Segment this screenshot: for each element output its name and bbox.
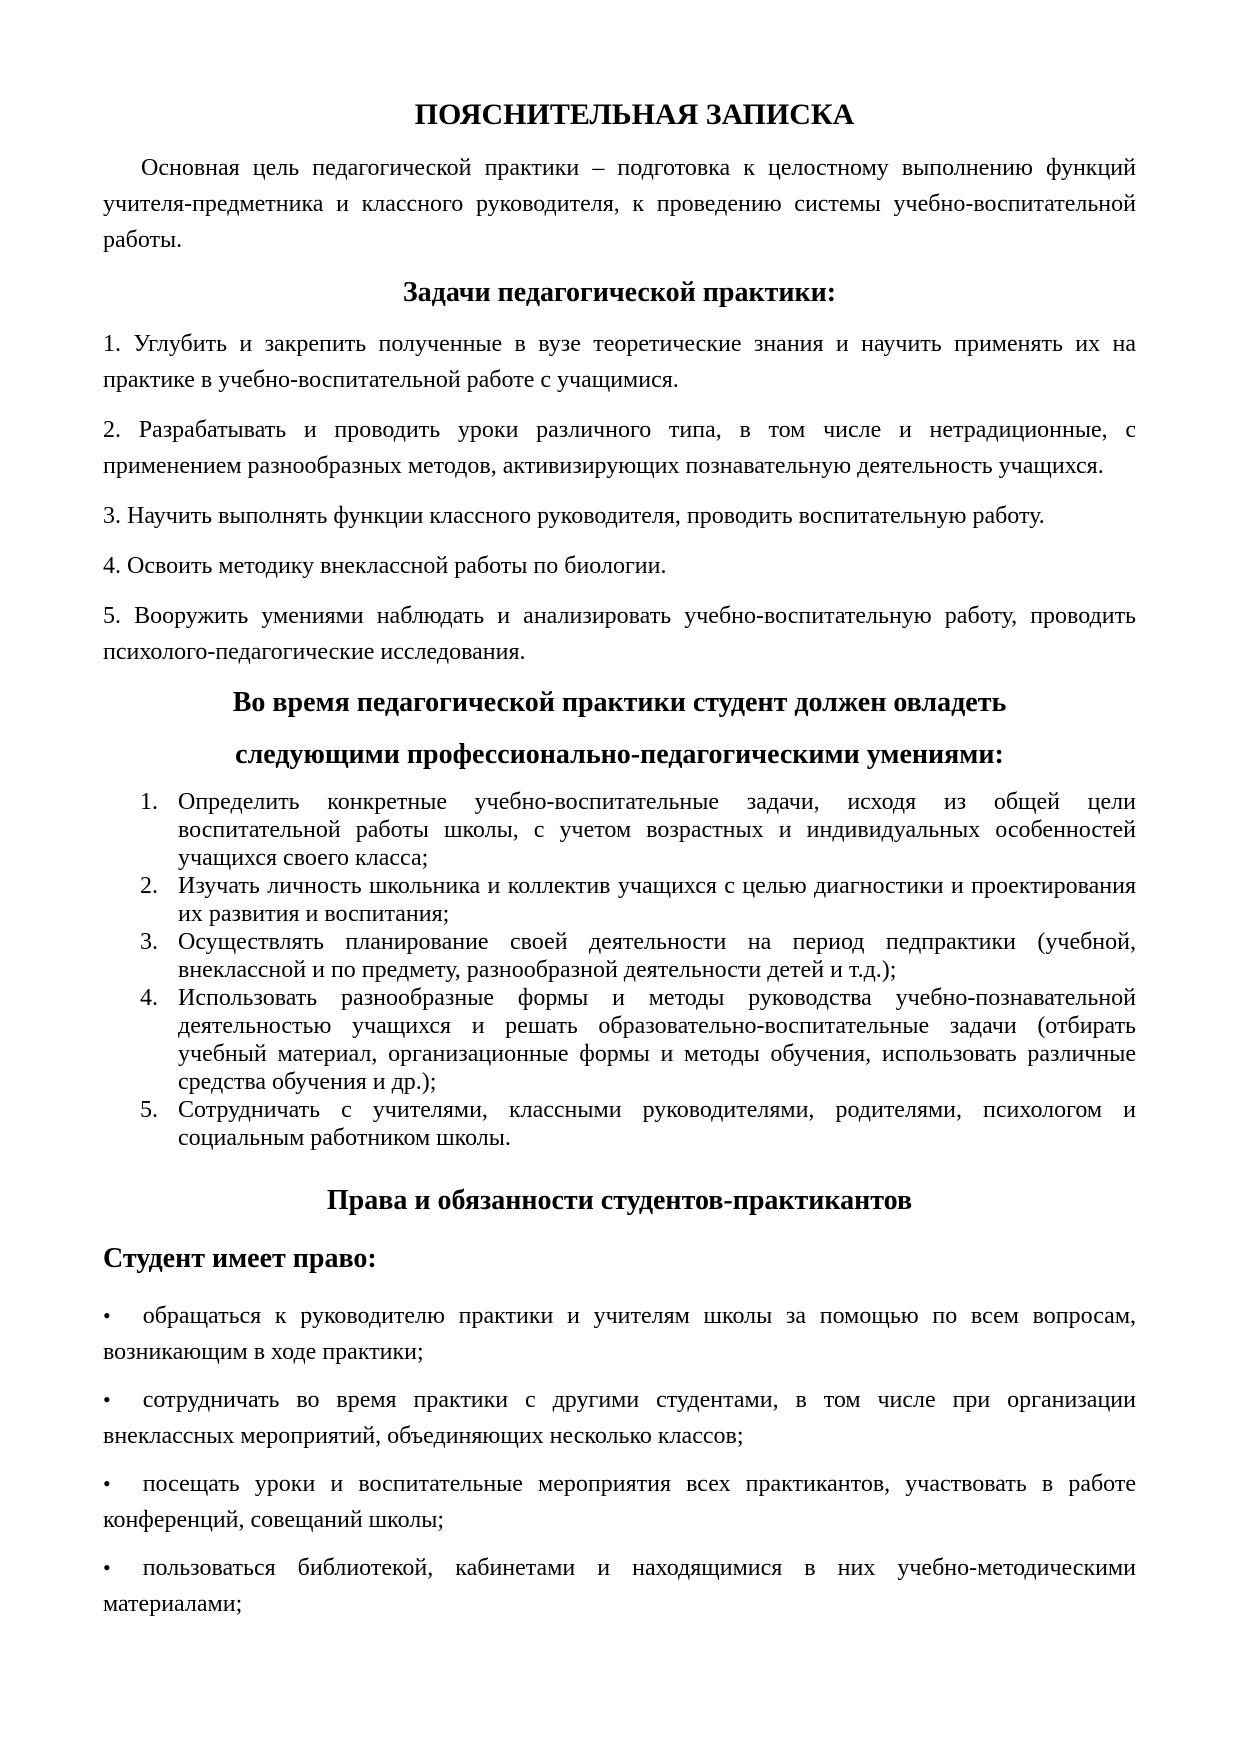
document-title: ПОЯСНИТЕЛЬНАЯ ЗАПИСКА [414, 98, 855, 131]
tasks-heading: Задачи педагогической практики: [402, 277, 837, 308]
task-item-4: 4. Освоить методику внеклассной работы по биологии. [103, 553, 667, 579]
skill-item-4 [103, 984, 1136, 1096]
rights-subheading: Студент имеет право: [103, 1243, 377, 1274]
skill-item-1 [103, 788, 1136, 872]
skill-item-text: Использовать разнообразные формы и методы руководства учебно-познавательной деятельностью учащихся и решать образовательно-воспитательные задачи (отбирать учебный материал, организационные формы и методы обучения, использовать различные средства обучения и др.); [178, 985, 1136, 1095]
rights-heading: Права и обязанности студентов-практикантов [326, 1185, 913, 1216]
skill-item-text: Осуществлять планирование своей деятельности на период педпрактики (учебной, внеклассной и по предмету, разнообразной деятельности детей и т.д.); [178, 929, 1136, 983]
right-bullet-1 [103, 1298, 1136, 1370]
skill-item-2 [103, 872, 1136, 928]
bullet-icon: • [103, 1471, 111, 1496]
skill-item-text: Сотрудничать с учителями, классными руководителями, родителями, психологом и социальным работником школы. [178, 1097, 1136, 1151]
task-item-2: 2. Разрабатывать и проводить уроки различного типа, в том числе и нетрадиционные, с применением разнообразных методов, активизирующих познавательную деятельность учащихся. [103, 417, 1136, 479]
right-bullet-text: посещать уроки и воспитательные мероприятия всех практикантов, участвовать в работе конференций, совещаний школы; [103, 1471, 1136, 1533]
skill-item-3 [103, 928, 1136, 984]
right-bullet-4 [103, 1550, 1136, 1622]
right-bullet-text: сотрудничать во время практики с другими студентами, в том числе при организации внеклассных мероприятий, объединяющих несколько классов; [103, 1387, 1136, 1449]
bullet-icon: • [103, 1555, 111, 1580]
skills-list [103, 788, 1136, 1152]
skill-item-number: 5. [140, 1097, 158, 1123]
right-bullet-text: пользоваться библиотекой, кабинетами и находящимися в них учебно-методическими материалами; [103, 1555, 1136, 1617]
task-item-3: 3. Научить выполнять функции классного руководителя, проводить воспитательную работу. [103, 503, 1045, 529]
skill-item-5 [103, 1096, 1136, 1152]
skills-heading-line2: следующими профессионально-педагогическими умениями: [235, 739, 1004, 770]
right-bullet-2 [103, 1382, 1136, 1454]
skill-item-number: 4. [140, 985, 158, 1011]
bullet-icon: • [103, 1387, 111, 1412]
skills-heading-line1: Во время педагогической практики студент должен овладеть [232, 687, 1007, 718]
right-bullet-3 [103, 1466, 1136, 1538]
skill-item-number: 3. [140, 929, 158, 955]
task-item-5: 5. Вооружить умениями наблюдать и анализировать учебно-воспитательную работу, проводить психолого-педагогические исследования. [103, 603, 1136, 665]
right-bullet-text: обращаться к руководителю практики и учителям школы за помощью по всем вопросам, возникающим в ходе практики; [103, 1303, 1136, 1365]
skill-item-text: Определить конкретные учебно-воспитательные задачи, исходя из общей цели воспитательной работы школы, с учетом возрастных и индивидуальных особенностей учащихся своего класса; [178, 789, 1136, 871]
skill-item-number: 1. [140, 789, 158, 815]
task-item-1: 1. Углубить и закрепить полученные в вузе теоретические знания и научить применять их на практике в учебно-воспитательной работе с учащимися. [103, 331, 1136, 393]
skill-item-number: 2. [140, 873, 158, 899]
intro-paragraph: Основная цель педагогической практики – подготовка к целостному выполнению функций учителя-предметника и классного руководителя, к проведению системы учебно-воспитательной работы. [103, 155, 1136, 253]
skill-item-text: Изучать личность школьника и коллектив учащихся с целью диагностики и проектирования их развития и воспитания; [178, 873, 1136, 927]
bullet-icon: • [103, 1303, 111, 1328]
